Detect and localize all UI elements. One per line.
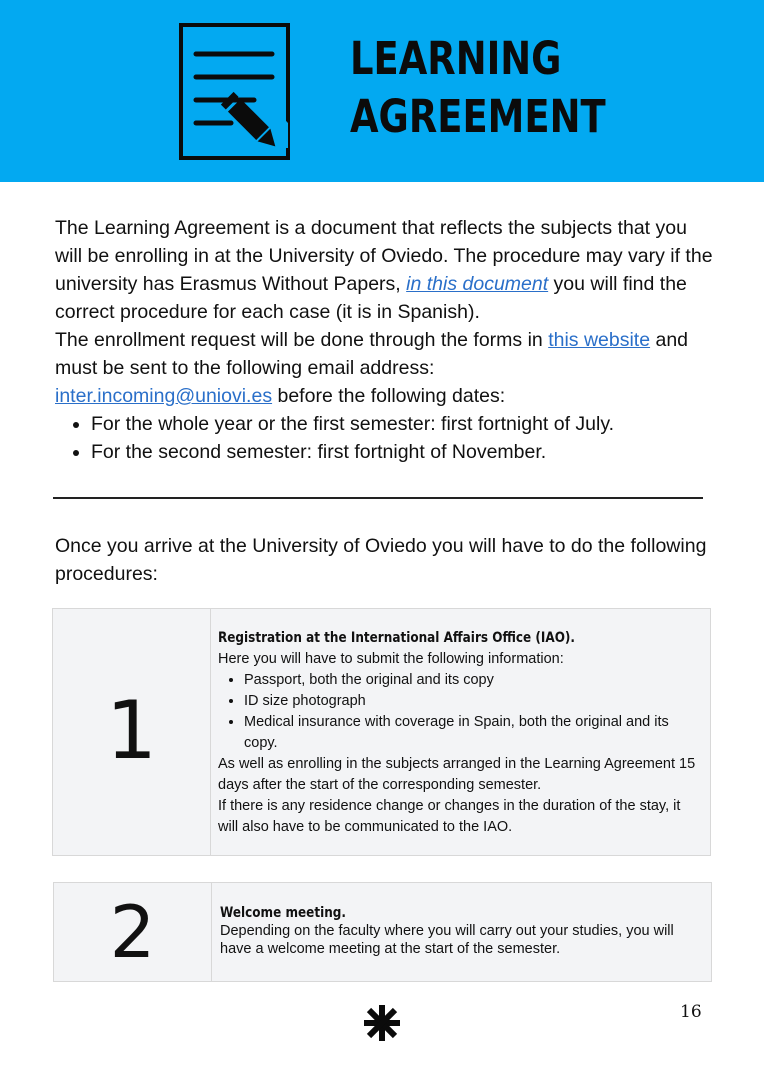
dates-list	[55, 410, 715, 466]
asterisk-icon	[362, 1003, 402, 1043]
page-number: 16	[680, 1002, 702, 1022]
website-link[interactable]: this website	[548, 329, 651, 351]
intro-text: you will find the correct procedure for each case (it is in Spanish).	[55, 273, 687, 323]
document-pencil-icon	[176, 20, 296, 165]
procedures-lead: Once you arrive at the University of Oviedo you will have to do the following procedures:	[55, 535, 707, 585]
enrollment-paragraph	[55, 326, 715, 410]
document-link[interactable]: in this document	[406, 273, 549, 295]
step-1-body	[218, 628, 703, 838]
step-2-card	[53, 882, 712, 982]
divider	[53, 497, 703, 499]
enrollment-text: The enrollment request will be done through the forms in	[55, 329, 549, 351]
header-banner	[0, 0, 764, 182]
intro-text: The Learning Agreement is a document that reflects the subjects that you will be enrolling in at the University of Oviedo. The procedure may vary if the university has Erasmus Without Papers,	[55, 217, 713, 295]
step-text: Depending on the faculty where you will carry out your studies, you will have a welcome meeting at the start of the semester.	[220, 923, 674, 957]
step-1-card	[52, 608, 711, 856]
step-text: If there is any residence change or changes in the duration of the stay, it will also have to be communicated to the IAO.	[218, 798, 681, 835]
title-line-1: LEARNING	[350, 32, 562, 85]
step-heading: Welcome meeting.	[220, 905, 346, 921]
step-text: Here you will have to submit the following information:	[218, 651, 564, 667]
enrollment-text: and must be sent to the following email address:	[55, 329, 689, 379]
list-item: • Medical insurance with coverage in Spain, both the original and its copy.	[244, 712, 703, 754]
step-2-body	[220, 904, 700, 958]
step-heading: Registration at the International Affairs Office (IAO).	[218, 630, 576, 646]
list-item: • Passport, both the original and its copy	[244, 670, 703, 691]
dates-lead-text: before the following dates:	[272, 385, 506, 407]
step-number: 2	[109, 890, 156, 974]
step-text: As well as enrolling in the subjects arranged in the Learning Agreement 15 days after the start of the corresponding semester.	[218, 756, 696, 793]
title-line-2: AGREEMENT	[350, 90, 606, 143]
list-item: • For the whole year or the first semester: first fortnight of July.	[91, 410, 715, 438]
email-link[interactable]: inter.incoming@uniovi.es	[55, 385, 273, 407]
intro-section	[55, 214, 715, 466]
requirements-list	[218, 670, 703, 754]
list-item: • For the second semester: first fortnight of November.	[91, 438, 715, 466]
step-number: 1	[106, 684, 157, 777]
step-number-cell	[53, 609, 211, 855]
list-item: • ID size photograph	[244, 691, 703, 712]
intro-paragraph	[55, 214, 715, 326]
page-title	[350, 30, 606, 146]
step-number-cell	[54, 883, 212, 981]
